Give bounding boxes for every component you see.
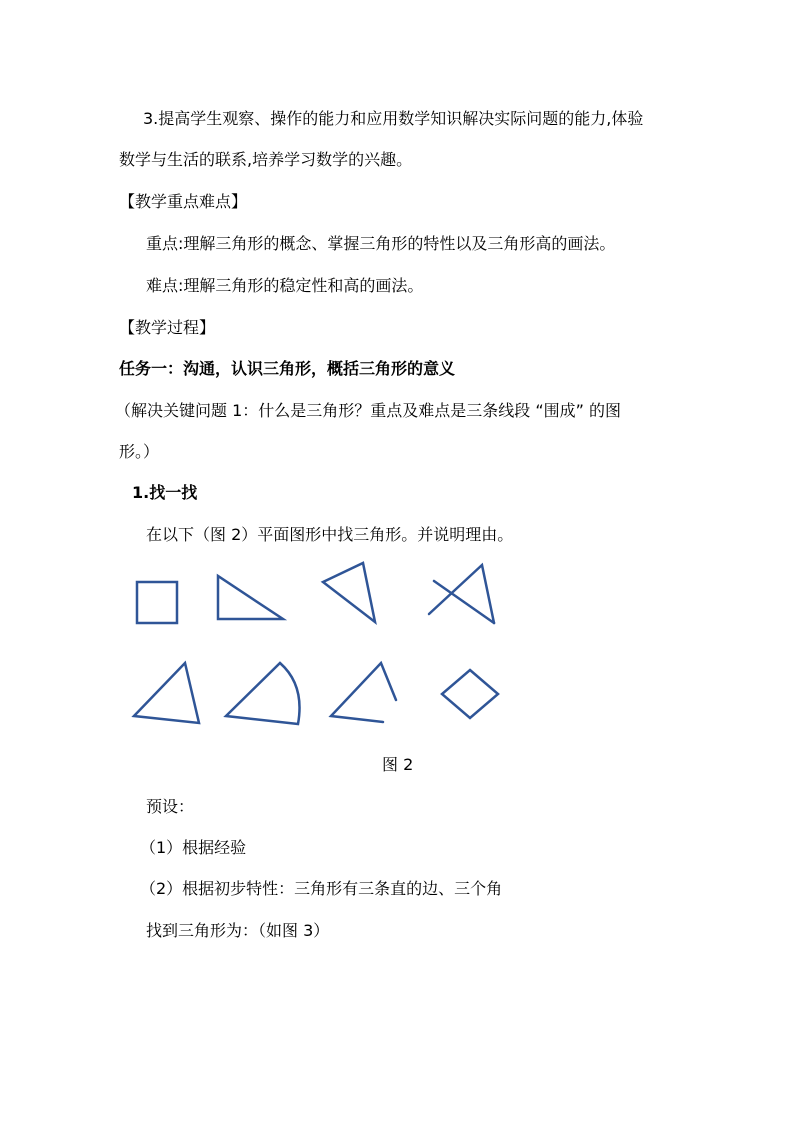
task-1-note-line-1: （解决关键问题 1：什么是三角形？重点及难点是三条线段 “围成” 的图 [115,401,622,420]
goal-3-line-2: 数学与生活的联系,培养学习数学的兴趣。 [119,150,413,169]
square-shape [137,582,177,623]
acute-triangle-shape [134,663,199,723]
section-process-heading: 【教学过程】 [119,318,216,337]
task-1-note-line-2: 形。） [119,442,160,461]
figure-2-caption: 图 2 [382,755,414,774]
preset-label: 预设： [146,797,195,816]
diamond-shape [442,670,498,718]
found-triangles-text: 找到三角形为：（如图 3） [146,921,330,940]
step-1-instruction: 在以下（图 2）平面图形中找三角形。并说明理由。 [146,525,514,544]
section-key-points-heading: 【教学重点难点】 [119,192,248,211]
tilted-triangle-shape [323,563,375,622]
preset-item-2: （2）根据初步特性：三角形有三条直的边、三个角 [140,879,503,898]
key-point-text: 重点:理解三角形的概念、掌握三角形的特性以及三角形高的画法。 [146,234,616,253]
curved-side-shape [226,663,300,724]
crossed-lines-shape [429,565,494,623]
right-triangle-shape [218,576,283,619]
preset-item-1: （1）根据经验 [140,838,247,857]
step-1-title: 1.找一找 [132,483,198,502]
goal-3-line-1: 3.提高学生观察、操作的能力和应用数学知识解决实际问题的能力,体验 [143,109,644,128]
open-triangle-shape [331,663,396,722]
difficult-point-text: 难点:理解三角形的稳定性和高的画法。 [146,276,424,295]
task-1-title: 任务一：沟通，认识三角形，概括三角形的意义 [119,359,456,378]
